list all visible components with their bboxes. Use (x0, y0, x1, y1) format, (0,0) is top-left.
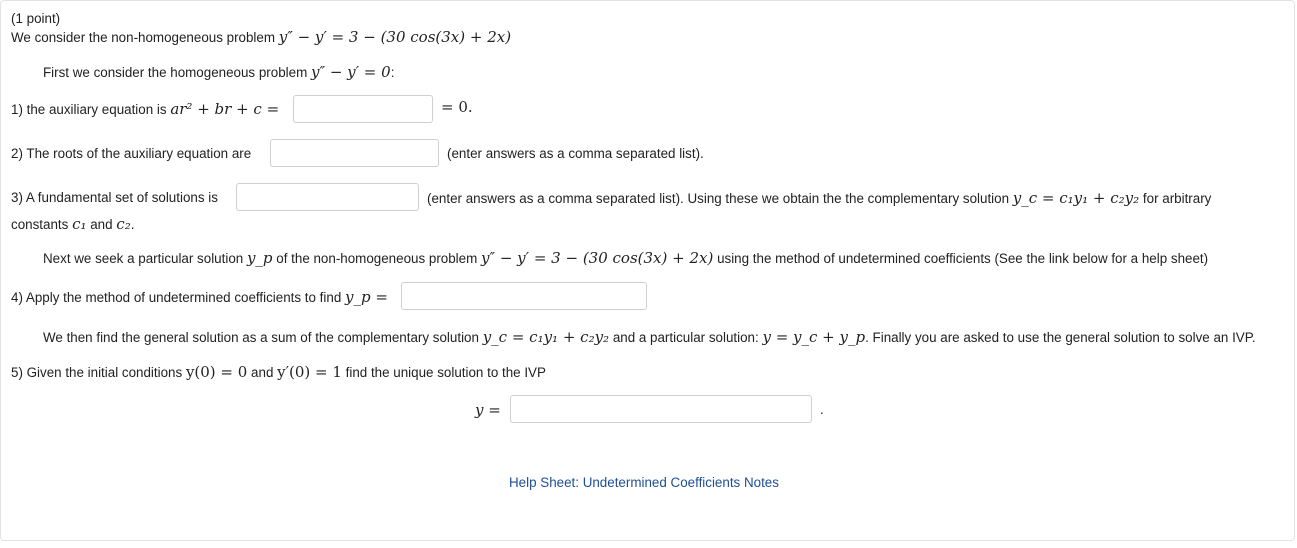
q3-period: . (130, 217, 135, 232)
q5-end: . (820, 402, 824, 417)
general-line (43, 328, 1256, 346)
particular-solution-input[interactable] (401, 282, 647, 310)
particular-text-a: Next we seek a particular solution (43, 251, 244, 266)
q1-expr: ar² + br + c = (170, 100, 280, 118)
homogeneous-equation: y″ − y′ = 0 (310, 63, 391, 81)
q1-label (11, 100, 279, 118)
fundamental-set-input[interactable] (236, 183, 419, 211)
q4-expr: y_p = (345, 288, 388, 306)
q5-cond1: y(0) = 0 (185, 363, 248, 381)
general-text-b: and a particular solution: (612, 330, 759, 345)
particular-text-b: of the non-homogeneous problem (276, 251, 478, 266)
q3-yc-expr: y_c = c₁y₁ + c₂y₂ (1012, 189, 1140, 207)
q2-label: 2) The roots of the auxiliary equation are (11, 146, 252, 161)
q3-constants-line (11, 215, 134, 233)
particular-intro-line (43, 249, 1208, 267)
particular-yp: y_p (246, 249, 273, 267)
q1-prefix: 1) the auxiliary equation is (11, 102, 167, 117)
general-yc-expr: y_c = c₁y₁ + c₂y₂ (482, 328, 610, 346)
q3-hint-line (427, 189, 1211, 207)
homogeneous-text: First we consider the homogeneous problem (43, 65, 308, 80)
main-equation: y″ − y′ = 3 − (30 cos(3x) + 2x) (278, 28, 512, 46)
q5-and: and (251, 365, 274, 380)
q3-and: and (90, 217, 113, 232)
homogeneous-line (43, 63, 394, 81)
q3-for-arbitrary: for arbitrary (1142, 191, 1212, 206)
intro-line (11, 28, 511, 46)
general-y-expr: y = y_c + y_p (762, 328, 866, 346)
q1-suffix: = 0. (441, 98, 473, 116)
points-label: (1 point) (11, 11, 61, 26)
q3-label: 3) A fundamental set of solutions is (11, 190, 218, 205)
q3-c2: c₂ (116, 215, 131, 233)
ivp-solution-input[interactable] (510, 395, 812, 423)
q3-hint: (enter answers as a comma separated list). Using these we obtain the the complementary solution (427, 191, 1010, 206)
help-sheet-link[interactable]: Help Sheet: Undetermined Coefficients Notes (509, 475, 779, 490)
intro-text: We consider the non-homogeneous problem (11, 30, 276, 45)
q4-prefix: 4) Apply the method of undetermined coefficients to find (11, 290, 342, 305)
q5-suffix: find the unique solution to the IVP (345, 365, 546, 380)
particular-text-c: using the method of undetermined coefficients (See the link below for a help sheet) (717, 251, 1209, 266)
auxiliary-equation-input[interactable] (293, 95, 433, 123)
general-text-a: We then find the general solution as a sum of the complementary solution (43, 330, 479, 345)
q5-prefix: 5) Given the initial conditions (11, 365, 183, 380)
q5-line (11, 363, 546, 381)
q3-constants: constants (11, 217, 69, 232)
q4-label (11, 288, 388, 306)
q5-cond2: y′(0) = 1 (277, 363, 342, 381)
general-text-c: . Finally you are asked to use the general solution to solve an IVP. (865, 330, 1256, 345)
particular-equation: y″ − y′ = 3 − (30 cos(3x) + 2x) (481, 249, 714, 267)
q2-hint: (enter answers as a comma separated list). (447, 146, 704, 161)
q5-y-label: y = (475, 401, 501, 419)
q3-c1: c₁ (72, 215, 87, 233)
roots-input[interactable] (270, 139, 439, 167)
homogeneous-suffix: : (390, 65, 395, 80)
